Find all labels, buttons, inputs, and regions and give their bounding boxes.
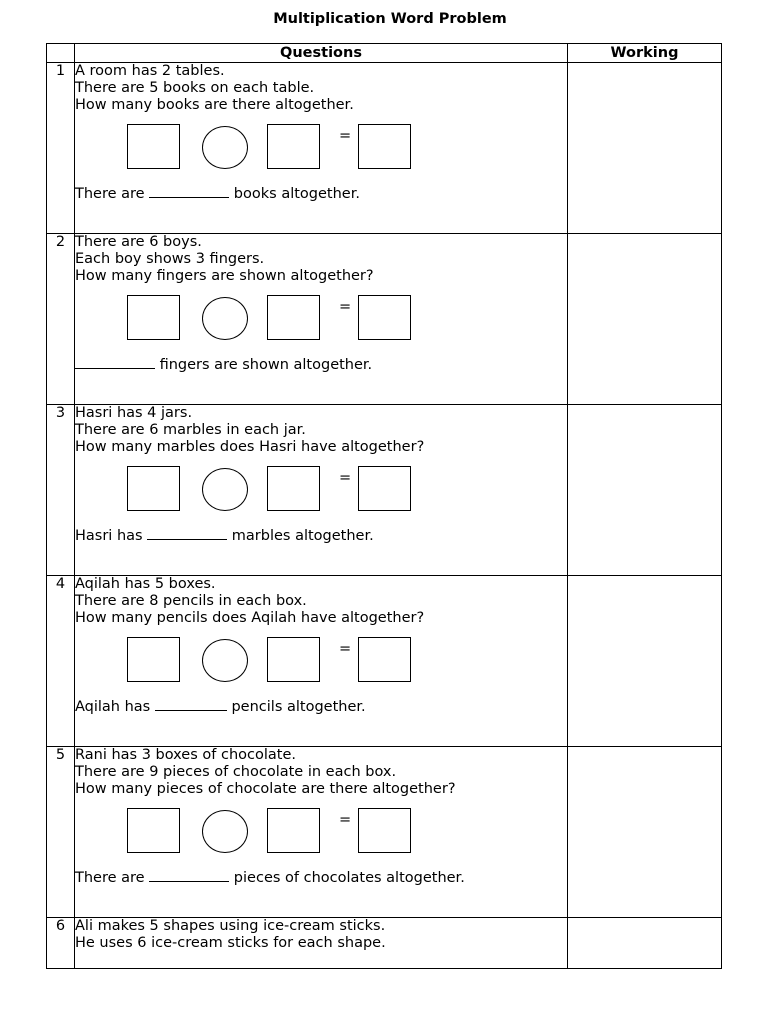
factor-box[interactable] [127,808,180,853]
working-cell[interactable] [568,405,722,576]
product-box[interactable] [358,808,411,853]
question-row [47,576,722,747]
answer-blank[interactable] [75,355,155,369]
answer-suffix: marbles altogether. [227,528,374,544]
question-line: Aqilah has 5 boxes. [75,576,216,592]
header-number [47,44,75,63]
equals-sign: = [339,812,352,828]
equation-row [75,295,567,341]
working-cell[interactable] [568,576,722,747]
product-box[interactable] [358,637,411,682]
question-cell [75,576,568,747]
question-line: He uses 6 ice-cream sticks for each shape. [75,935,386,951]
factor-box[interactable] [127,295,180,340]
equation-row [75,637,567,683]
question-cell [75,405,568,576]
product-box[interactable] [358,124,411,169]
working-cell[interactable] [568,747,722,918]
answer-blank[interactable] [149,868,229,882]
question-number: 2 [47,234,75,405]
page-title: Multiplication Word Problem [273,11,507,27]
question-number: 1 [47,63,75,234]
header-questions: Questions [75,44,568,63]
factor-box[interactable] [127,124,180,169]
question-row [47,918,722,969]
question-row [47,63,722,234]
operator-circle[interactable] [202,810,248,853]
answer-line [75,526,567,545]
answer-suffix: fingers are shown altogether. [155,357,373,373]
product-box[interactable] [358,295,411,340]
operator-circle[interactable] [202,297,248,340]
answer-line [75,184,567,203]
answer-blank[interactable] [149,184,229,198]
question-line: How many pencils does Aqilah have altogether? [75,610,425,626]
question-line: A room has 2 tables. [75,63,225,79]
question-line: There are 6 marbles in each jar. [75,422,306,438]
question-line: How many books are there altogether. [75,97,354,113]
equation-row [75,466,567,512]
factor-box[interactable] [267,124,320,169]
factor-box[interactable] [267,808,320,853]
question-line: There are 5 books on each table. [75,80,315,96]
worksheet-table [46,43,722,969]
operator-circle[interactable] [202,468,248,511]
question-line: Ali makes 5 shapes using ice-cream sticks. [75,918,386,934]
question-line: How many fingers are shown altogether? [75,268,374,284]
answer-prefix: Hasri has [75,528,148,544]
equals-sign: = [339,299,352,315]
equation-row [75,808,567,854]
working-cell[interactable] [568,63,722,234]
answer-line [75,355,567,374]
question-line: How many pieces of chocolate are there altogether? [75,781,456,797]
answer-prefix: There are [75,186,150,202]
answer-suffix: pencils altogether. [226,699,366,715]
question-line: Hasri has 4 jars. [75,405,193,421]
answer-suffix: pieces of chocolates altogether. [229,870,465,886]
question-line: There are 6 boys. [75,234,202,250]
answer-line [75,868,567,887]
operator-circle[interactable] [202,126,248,169]
factor-box[interactable] [267,295,320,340]
question-cell [75,747,568,918]
working-cell[interactable] [568,234,722,405]
answer-line [75,697,567,716]
answer-suffix: books altogether. [229,186,360,202]
operator-circle[interactable] [202,639,248,682]
question-row [47,234,722,405]
factor-box[interactable] [127,466,180,511]
answer-prefix: There are [75,870,150,886]
answer-blank[interactable] [155,697,227,711]
question-row [47,747,722,918]
question-line: There are 9 pieces of chocolate in each box. [75,764,397,780]
question-number: 5 [47,747,75,918]
question-line: There are 8 pencils in each box. [75,593,307,609]
working-cell[interactable] [568,918,722,969]
question-cell [75,234,568,405]
header-working: Working [568,44,722,63]
question-cell [75,918,568,969]
question-number: 6 [47,918,75,969]
question-cell [75,63,568,234]
equals-sign: = [339,641,352,657]
question-number: 4 [47,576,75,747]
question-line: Rani has 3 boxes of chocolate. [75,747,296,763]
factor-box[interactable] [127,637,180,682]
answer-blank[interactable] [147,526,227,540]
question-number: 3 [47,405,75,576]
header-row [47,44,722,63]
question-line: How many marbles does Hasri have altogether? [75,439,425,455]
equals-sign: = [339,470,352,486]
factor-box[interactable] [267,637,320,682]
product-box[interactable] [358,466,411,511]
factor-box[interactable] [267,466,320,511]
answer-prefix: Aqilah has [75,699,155,715]
equals-sign: = [339,128,352,144]
question-line: Each boy shows 3 fingers. [75,251,265,267]
question-row [47,405,722,576]
equation-row [75,124,567,170]
